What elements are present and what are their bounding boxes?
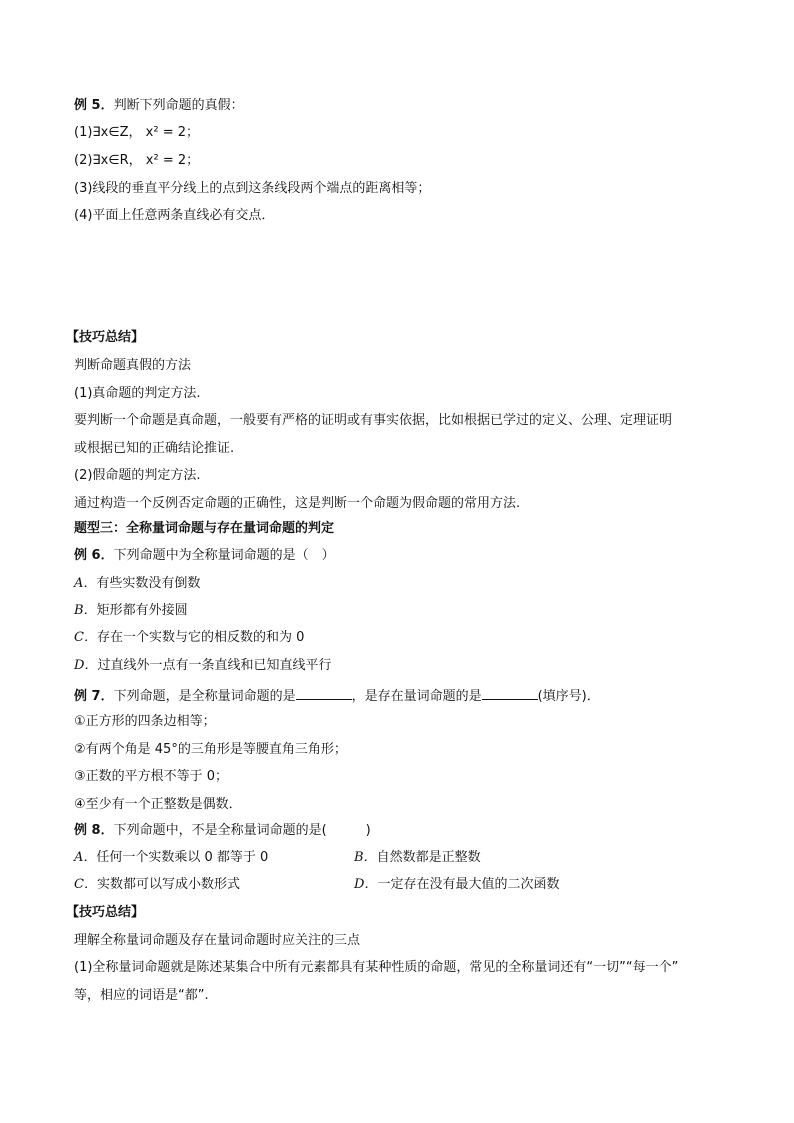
example-5-stem: [74, 97, 244, 115]
example-6-option-a: [74, 575, 200, 593]
option-letter: D．: [74, 658, 98, 673]
example-8-label: 例 8．: [74, 823, 114, 838]
example-6-option-b: [74, 602, 188, 620]
example-7-text-1: 下列命题，是全称量词命题的是: [113, 689, 296, 704]
tip-summary-1-line-6: 通过构造一个反例否定命题的正确性，这是判断一个命题为假命题的常用方法.: [74, 496, 521, 511]
option-text: 自然数都是正整数: [376, 850, 481, 865]
option-text: 实数都可以写成小数形式: [96, 877, 240, 892]
example-5-label: 例 5．: [74, 98, 114, 113]
example-7-item-4: ④至少有一个正整数是偶数．: [74, 797, 242, 812]
example-6-text: 下列命题中为全称量词命题的是（ ）: [113, 548, 335, 563]
example-5-item-2: (2)∃x∈R， x² = 2；: [74, 153, 200, 168]
section-heading-type-3: 题型三：全称量词命题与存在量词命题的判定: [74, 521, 335, 536]
tip-summary-2-line-3: 等，相应的词语是“都”.: [74, 988, 209, 1003]
example-7-stem: [74, 686, 600, 706]
example-5-text: 判断下列命题的真假：: [113, 98, 244, 113]
example-8-option-d: [354, 876, 559, 894]
option-text: 矩形都有外接圆: [96, 603, 188, 618]
example-7-item-1: ①正方形的四条边相等；: [74, 714, 216, 729]
option-text: 存在一个实数与它的相反数的和为 0: [96, 630, 305, 645]
example-8-text: 下列命题中，不是全称量词命题的是( ): [113, 823, 371, 838]
answer-blank-2[interactable]: [482, 686, 538, 700]
example-6-label: 例 6．: [74, 548, 114, 563]
example-7-text-3: (填序号)．: [537, 689, 600, 704]
example-6-option-d: [74, 657, 331, 675]
option-letter: B．: [74, 603, 97, 618]
option-text: 有些实数没有倒数: [96, 576, 201, 591]
tip-summary-1-line-1: 判断命题真假的方法: [74, 358, 192, 373]
option-letter: D．: [354, 877, 378, 892]
tip-summary-title-2: 【技巧总结】: [66, 905, 145, 920]
tip-summary-2-line-1: 理解全称量词命题及存在量词命题时应关注的三点: [74, 933, 361, 948]
tip-summary-1-line-4: 或根据已知的正确结论推证.: [74, 441, 235, 456]
example-5-item-3: (3)线段的垂直平分线上的点到这条线段两个端点的距离相等；: [74, 181, 431, 196]
example-8-option-c: [74, 876, 240, 894]
tip-summary-1-line-3: 要判断一个命题是真命题，一般要有严格的证明或有事实依据，比如根据已学过的定义、公理、定理证明: [74, 413, 673, 428]
tip-summary-2-line-2: (1)全称量词命题就是陈述某集合中所有元素都具有某种性质的命题，常见的全称量词还有“一切”“每一个”: [74, 960, 679, 975]
option-letter: C．: [74, 630, 97, 645]
example-7-label: 例 7．: [74, 689, 114, 704]
example-8-option-b: [354, 849, 481, 867]
example-5-item-1: (1)∃x∈Z， x² = 2；: [74, 125, 200, 140]
option-text: 任何一个实数乘以 0 都等于 0: [96, 850, 269, 865]
example-7-item-2: ②有两个角是 45°的三角形是等腰直角三角形；: [74, 742, 347, 757]
option-letter: C．: [74, 877, 97, 892]
option-text: 一定存在没有最大值的二次函数: [377, 877, 560, 892]
tip-summary-1-line-2: (1)真命题的判定方法.: [74, 386, 201, 401]
example-6-stem: [74, 547, 335, 565]
example-5-item-4: (4)平面上任意两条直线必有交点．: [74, 208, 275, 223]
example-6-option-c: [74, 629, 304, 647]
example-8-stem: [74, 822, 371, 840]
example-7-text-2: ，是存在量词命题的是: [351, 689, 482, 704]
option-letter: A．: [74, 850, 97, 865]
tip-summary-1-line-5: (2)假命题的判定方法.: [74, 468, 201, 483]
example-7-item-3: ③正数的平方根不等于 0；: [74, 769, 229, 784]
tip-summary-title-1: 【技巧总结】: [66, 330, 145, 345]
example-8-option-a: [74, 849, 268, 867]
option-letter: A．: [74, 576, 97, 591]
answer-blank-1[interactable]: [296, 686, 352, 700]
option-letter: B．: [354, 850, 377, 865]
option-text: 过直线外一点有一条直线和已知直线平行: [97, 658, 332, 673]
